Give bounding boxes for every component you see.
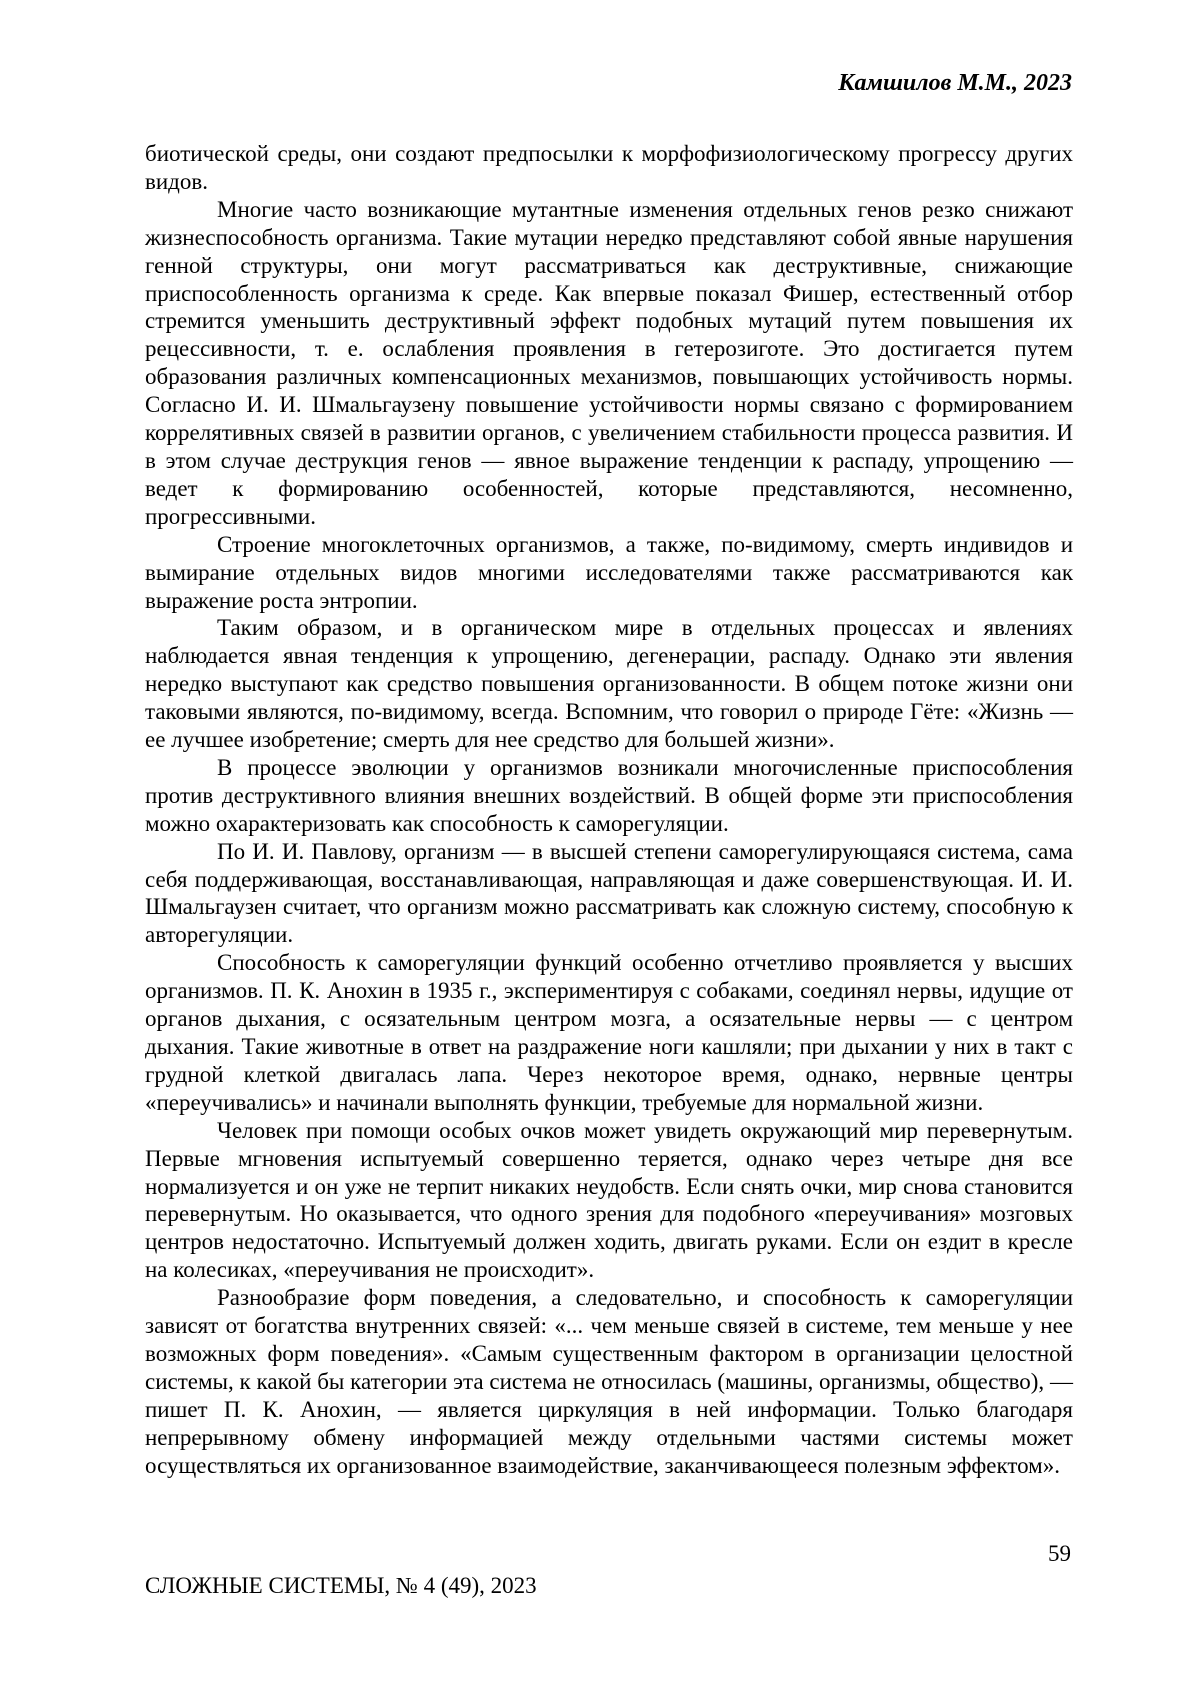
paragraph: Многие часто возникающие мутантные изменения отдельных генов резко снижают жизнеспособность организма. Такие мутации нередко представляют собой явные нарушения генной структуры, они могут рассматриваться как деструктивные, снижающие приспособленность организма к среде. Как впервые показал Фишер, естественный отбор стремится уменьшить деструктивный эффект подобных мутаций путем повышения их рецессивности, т. е. ослабления проявления в гетерозиготе. Это достигается путем образования различных компенсационных механизмов, повышающих устойчивость нормы. Согласно И. И. Шмальгаузену повышение устойчивости нормы связано с формированием коррелятивных связей в развитии органов, с увеличением стабильности процесса развития. И в этом случае деструкция генов — явное выражение тенденции к распаду, упрощению — ведет к формированию особенностей, которые представляются, несомненно, прогрессивными. [145, 196, 1073, 529]
paragraph: Строение многоклеточных организмов, а также, по-видимому, смерть индивидов и вымирание отдельных видов многими исследователями также рассматриваются как выражение роста энтропии. [145, 531, 1073, 613]
paragraph: Разнообразие форм поведения, а следовательно, и способность к саморегуляции зависят от богатства внутренних связей: «... чем меньше связей в системе, тем меньше у нее возможных форм поведения». «Самым существенным фактором в организации целостной системы, к какой бы категории эта система не относилась (машины, организмы, общество), — пишет П. К. Анохин, — является циркуляция в ней информации. Только благодаря непрерывному обмену информацией между отдельными частями системы может осуществляться их организованное взаимодействие, заканчивающееся полезным эффектом». [145, 1285, 1073, 1478]
paragraph: Способность к саморегуляции функций особенно отчетливо проявляется у высших организмов. П. К. Анохин в 1935 г., экспериментируя с собаками, соединял нервы, идущие от органов дыхания, с осязательным центром мозга, а осязательные нервы — с центром дыхания. Такие животные в ответ на раздражение ноги кашляли; при дыхании у них в такт с грудной клеткой двигалась лапа. Через некоторое время, однако, нервные центры «переучивались» и начинали выполнять функции, требуемые для нормальной жизни. [145, 950, 1073, 1115]
running-header: Камшилов М.М., 2023 [838, 70, 1072, 96]
journal-footer: СЛОЖНЫЕ СИСТЕМЫ, № 4 (49), 2023 [145, 1573, 537, 1598]
paragraph: Человек при помощи особых очков может увидеть окружающий мир перевернутым. Первые мгновения испытуемый совершенно теряется, однако через четыре дня все нормализуется и он уже не терпит никаких неудобств. Если снять очки, мир снова становится перевернутым. Но оказывается, что одного зрения для подобного «переучивания» мозговых центров недостаточно. Испытуемый должен ходить, двигать руками. Если он ездит в кресле на колесиках, «переучивания не происходит». [145, 1117, 1073, 1283]
paragraph: Таким образом, и в органическом мире в отдельных процессах и явлениях наблюдается явная тенденция к упрощению, дегенерации, распаду. Однако эти явления нередко выступают как средство повышения организованности. В общем потоке жизни они таковыми являются, по-видимому, всегда. Вспомним, что говорил о природе Гёте: «Жизнь — ее лучшее изобретение; смерть для нее средство для большей жизни». [145, 615, 1073, 753]
page-body-text [145, 140, 1073, 1480]
page-number: 59 [1048, 1541, 1071, 1566]
paragraph: В процессе эволюции у организмов возникали многочисленные приспособления против деструктивного влияния внешних воздействий. В общей форме эти приспособления можно охарактеризовать как способность к саморегуляции. [145, 754, 1073, 836]
paragraph: биотической среды, они создают предпосылки к морфофизиологическому прогрессу других видов. [145, 141, 1073, 194]
paragraph: По И. И. Павлову, организм — в высшей степени саморегулирующаяся система, сама себя поддерживающая, восстанавливающая, направляющая и даже совершенствующая. И. И. Шмальгаузен считает, что организм можно рассматривать как сложную систему, способную к авторегуляции. [145, 838, 1073, 948]
